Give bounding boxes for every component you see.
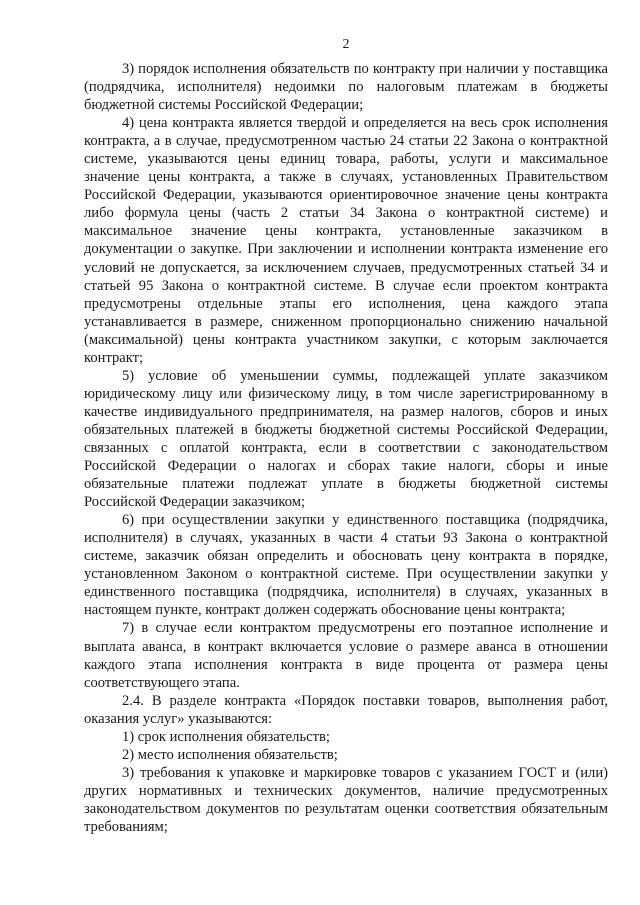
paragraph-item-3-tax-arrears: 3) порядок исполнения обязательств по контракту при наличии у поставщика (подрядчика, исполнителя) недоимки по налоговым платежам в бюджеты бюджетной системы Российской Федерации; [84,61,608,114]
page-number: 2 [342,37,350,52]
paragraph-section-2-4-heading: 2.4. В разделе контракта «Порядок поставки товаров, выполнения работ, оказания услуг» указываются: [84,692,608,727]
paragraph-item-4-contract-price: 4) цена контракта является твердой и определяется на весь срок исполнения контракта, а в случае, предусмотренном частью 24 статьи 22 Закона о контрактной системе, указываются цены единиц товара, работы, услуги и максимальное значение цены контракта, а также в случаях, установленных Правительством Российской Федерации, указываются ориентировочное значение цены контракта либо формула цены (часть 2 статьи 34 Закона о контрактной системе) и максимальное значение цены контракта, установленные заказчиком в документации о закупке. При заключении и исполнении контракта изменение его условий не допускается, за исключением случаев, предусмотренных статьей 34 и статьей 95 Закона о контрактной системе. В случае если проектом контракта предусмотрены отдельные этапы его исполнения, цена каждого этапа устанавливается в размере, сниженном пропорционально снижению начальной (максимальной) цены контракта участником закупки, с которым заключается контракт; [84,115,608,366]
paragraph-item-1-term: 1) срок исполнения обязательств; [122,728,330,745]
paragraph-item-7-advance-payment: 7) в случае если контрактом предусмотрены его поэтапное исполнение и выплата аванса, в контракт включается условие о размере аванса в отношении каждого этапа исполнения контракта в виде процента от размера цены соответствующего этапа. [84,620,608,691]
paragraph-item-6-single-supplier: 6) при осуществлении закупки у единственного поставщика (подрядчика, исполнителя) в случаях, указанных в части 4 статьи 93 Закона о контрактной системе, заказчик обязан определить и обосновать цену контракта в порядке, установленном Законом о контрактной системе. При осуществлении закупки у единственного поставщика (подрядчика, исполнителя) в случаях, указанных в настоящем пункте, контракт должен содержать обоснование цены контракта; [84,512,608,619]
paragraph-item-2-place: 2) место исполнения обязательств; [122,746,338,763]
paragraph-item-3-packaging: 3) требования к упаковке и маркировке товаров с указанием ГОСТ и (или) других нормативных и технических документов, наличие предусмотренных законодательством документов по результатам оценки соответствия обязательным требованиям; [84,764,608,835]
paragraph-item-5-amount-reduction: 5) условие об уменьшении суммы, подлежащей уплате заказчиком юридическому лицу или физическому лицу, в том числе зарегистрированному в качестве индивидуального предпринимателя, на размер налогов, сборов и иных обязательных платежей в бюджеты бюджетной системы Российской Федерации, связанных с оплатой контракта, если в соответствии с законодательством Российской Федерации о налогах и сборах такие налоги, сборы и иные обязательные платежи подлежат уплате в бюджеты бюджетной системы Российской Федерации заказчиком; [84,367,608,511]
